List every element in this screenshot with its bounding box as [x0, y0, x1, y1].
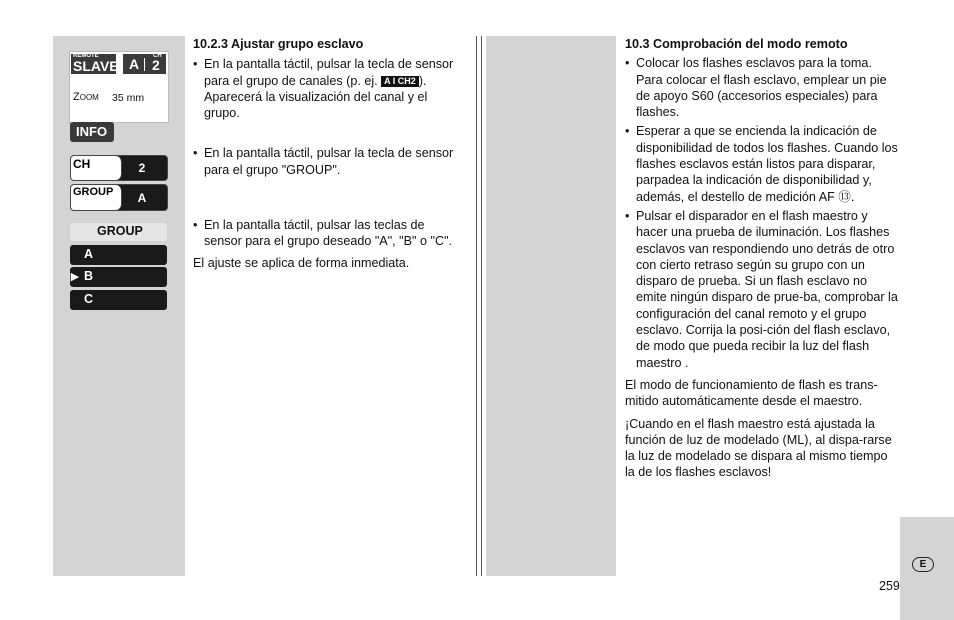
slave-mode-badge: [71, 53, 119, 74]
column-divider-left: [476, 36, 477, 576]
channel-row-button[interactable]: [70, 155, 168, 181]
section-1-heading: 10.2.3 Ajustar grupo esclavo: [193, 37, 364, 51]
slave-label: SLAVE: [73, 58, 119, 74]
group-selection-header: [70, 223, 167, 241]
selected-marker-icon: ▸: [71, 268, 79, 285]
group-option-c-label: C: [84, 292, 94, 306]
group-option-a[interactable]: [70, 245, 167, 265]
bullet-select-group: • En la pantalla táctil, pulsar las teclas de sensor para el grupo deseado "A", "B" o "C".: [193, 217, 465, 250]
group-option-a-label: A: [84, 247, 94, 261]
info-label: INFO: [76, 124, 108, 139]
section-1-list-2: [193, 145, 465, 178]
language-badge: [912, 557, 934, 572]
section-adjust-slave-group: [193, 36, 465, 277]
channel-row-label: CH: [71, 156, 122, 180]
group-option-b[interactable]: [70, 267, 167, 287]
info-button[interactable]: [70, 122, 114, 142]
transmission-note: El modo de funcionamiento de flash es trans-mitido automáticamente desde el maestro.: [625, 377, 878, 409]
bullet-group-key: • En la pantalla táctil, pulsar la tecla de sensor para el grupo "GROUP".: [193, 145, 465, 178]
section-2-heading: 10.3 Comprobación del modo remoto: [625, 37, 848, 51]
group-row-value: A: [137, 190, 147, 205]
bullet-channel-group: [193, 56, 465, 121]
modelling-light-note: ¡Cuando en el flash maestro está ajustada la función de luz de modelado (ML), al dispa-rarse la luz de modelado se dispara al mismo tiempo la de los flashes esclavos!: [625, 416, 892, 480]
group-row-label: GROUP: [71, 185, 122, 210]
bullet-1-text-pre: En la pantalla táctil, pulsar la tecla de sensor para el grupo de canales (p. ej.: [204, 57, 454, 88]
bullet-1-text-post: ). Aparecerá la visualización del canal y el grupo.: [204, 73, 428, 121]
middle-gray-panel: [486, 36, 616, 576]
section-1-list: [193, 56, 465, 121]
channel-row-value: 2: [138, 161, 146, 175]
group-option-b-label: B: [84, 269, 94, 283]
bullet-place-slaves: • Colocar los flashes esclavos para la toma. Para colocar el flash esclavo, emplear un pie de apoyo S60 (accesorios especiales) para flashes.: [625, 55, 900, 120]
group-value: A: [129, 56, 140, 72]
bullet-test-fire: • Pulsar el disparador en el flash maestro y hacer una prueba de iluminación. Los flashes esclavos van respondiendo uno detrás de otro con cierto retraso según su grupo con un disparo de prueba. Si un flash esclavo no emite ningún disparo de prue-ba, comprobar la configuración del canal remoto y el grupo esclavo. Corrija la posi-ción del flash esclavo, de modo que pueda recibir la luz del flash maestro .: [625, 208, 900, 371]
ch-value: 2: [152, 57, 160, 73]
group-header-label: GROUP: [97, 224, 143, 238]
group-option-c[interactable]: [70, 290, 167, 310]
immediate-note: El ajuste se aplica de forma inmediata.: [193, 255, 410, 270]
ch-small-label: CH: [153, 53, 162, 59]
channel-group-tag: A I CH2: [381, 76, 419, 87]
remote-label: REMOTE: [73, 53, 99, 59]
section-remote-test: [625, 36, 900, 487]
section-1-list-3: [193, 217, 465, 250]
group-channel-badge: [123, 54, 166, 74]
group-row-button[interactable]: [70, 184, 168, 211]
zoom-value: 35 mm: [112, 92, 145, 104]
language-badge-label: E: [919, 559, 927, 570]
page-number: 259: [879, 579, 900, 593]
zoom-label: Zoom: [73, 91, 99, 103]
section-2-list: [625, 55, 900, 371]
bullet-wait-ready: • Esperar a que se encienda la indicación de disponibilidad de todos los flashes. Cuando los flashes esclavos están listos para disparar, parpadea la indicación de disponibilidad y, además, el destello de medición AF ⑬.: [625, 123, 900, 204]
badge-divider: [144, 58, 145, 71]
column-divider-right: [481, 36, 482, 576]
